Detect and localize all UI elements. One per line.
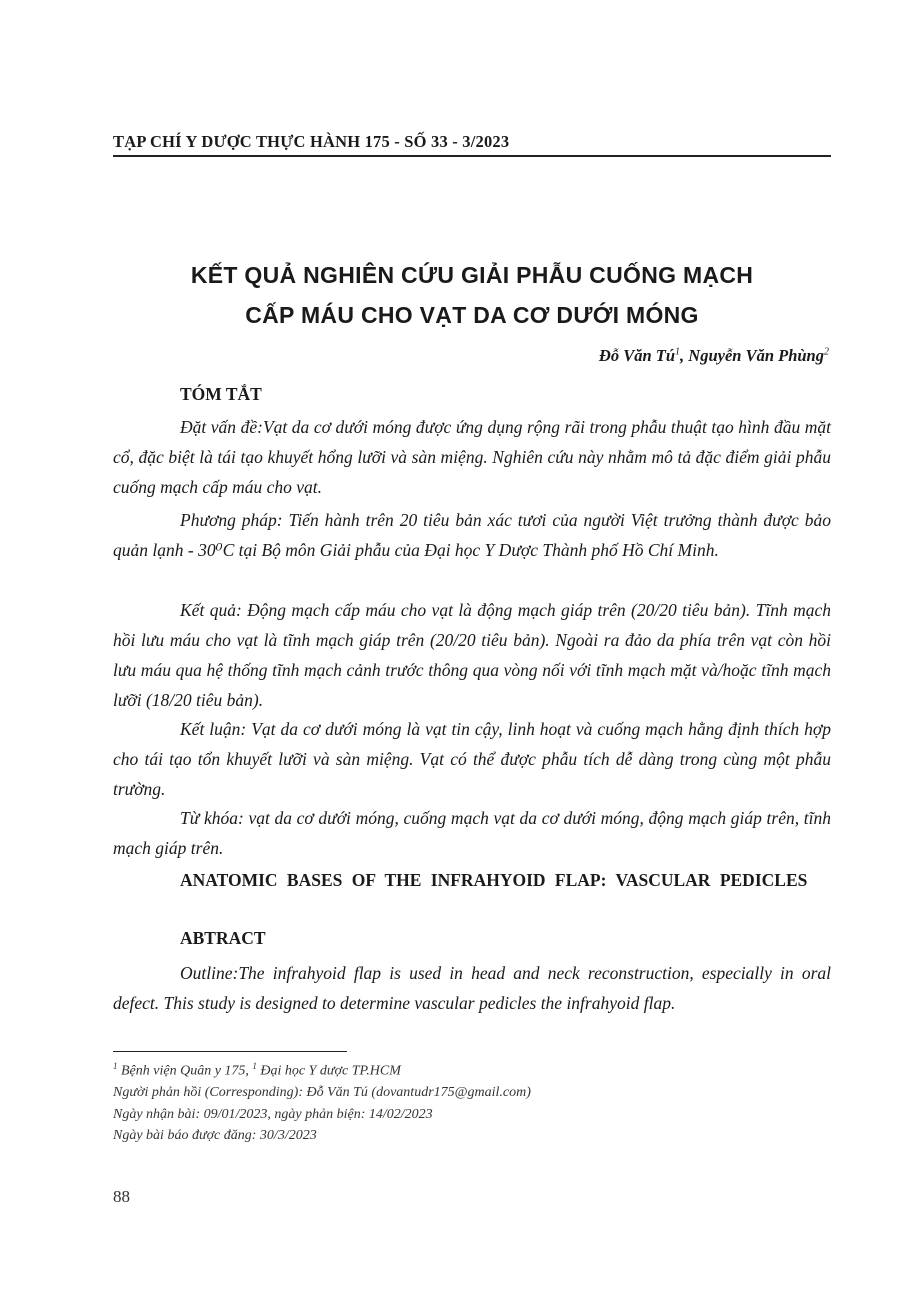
paragraph-background: Đặt vấn đề:Vạt da cơ dưới móng được ứng dụng rộng rãi trong phẫu thuật tạo hình đầu mặt cổ, đặc biệt là tái tạo khuyết hổng lưỡi và sàn miệng. Nghiên cứu này nhằm mô tả đặc điểm giải phẫu cuống mạch cấp máu cho vạt.	[113, 417, 831, 497]
paragraph-conclusion: Kết luận: Vạt da cơ dưới móng là vạt tin cậy, linh hoạt và cuống mạch hằng định thích hợp cho tái tạo tổn khuyết lưỡi và sàn miệng. Vạt có thể được phẫu tích dễ dàng trong cùng một phẫu trường.	[113, 719, 831, 799]
footnote-affiliations	[113, 1056, 531, 1082]
footnote-corresponding: Người phản hồi (Corresponding): Đỗ Văn Tú (dovantudr175@gmail.com)	[113, 1085, 531, 1101]
footnote-rule	[113, 1051, 347, 1052]
author-separator: ,	[680, 346, 689, 365]
page-number: 88	[113, 1187, 130, 1206]
abstract-paragraph: Outline:The infrahyoid flap is used in head and neck reconstruction, especially in oral defect. This study is designed to determine vascular pedicles the infrahyoid flap.	[113, 963, 831, 1013]
summary-heading: TÓM TẮT	[180, 384, 262, 404]
paragraph-keywords: Từ khóa: vạt da cơ dưới móng, cuống mạch vạt da cơ dưới móng, động mạch giáp trên, tĩnh mạch giáp trên.	[113, 808, 831, 858]
journal-header: TẠP CHÍ Y DƯỢC THỰC HÀNH 175 - SỐ 33 - 3/2023	[113, 132, 510, 151]
article-title-line-1: KẾT QUẢ NGHIÊN CỨU GIẢI PHẪU CUỐNG MẠCH	[190, 262, 754, 288]
affiliation-2: Đại học Y dược TP.HCM	[256, 1063, 401, 1079]
author-2-affiliation: 2	[824, 346, 829, 358]
affiliation-marker-2: 1	[252, 1061, 257, 1071]
footnote-dates: Ngày nhận bài: 09/01/2023, ngày phản biện: 14/02/2023	[113, 1106, 433, 1122]
author-2: Nguyễn Văn Phùng	[688, 346, 824, 365]
article-title-line-2: CẤP MÁU CHO VẠT DA CƠ DƯỚI MÓNG	[245, 302, 699, 328]
paragraph-methods: Phương pháp: Tiến hành trên 20 tiêu bản xác tươi của người Việt trưởng thành được bảo quản lạnh - 30⁰C tại Bộ môn Giải phẫu của Đại học Y Dược Thành phố Hồ Chí Minh.	[113, 510, 831, 560]
author-1: Đỗ Văn Tú	[598, 346, 676, 365]
authors	[599, 346, 829, 366]
abstract-heading: ABTRACT	[180, 928, 266, 948]
footnotes	[113, 1056, 531, 1147]
affiliation-marker-1: 1	[113, 1061, 118, 1071]
affiliation-1: Bệnh viện Quân y 175,	[117, 1063, 253, 1079]
author-1-affiliation: 1	[675, 346, 681, 358]
paragraph-results: Kết quả: Động mạch cấp máu cho vạt là động mạch giáp trên (20/20 tiêu bản). Tĩnh mạch hồi lưu máu cho vạt là tĩnh mạch giáp trên (20/20 tiêu bản). Ngoài ra đảo da phía trên vạt còn hồi lưu máu qua hệ thống tĩnh mạch cảnh trước thông qua vòng nối với tĩnh mạch mặt và/hoặc tĩnh mạch lưỡi (18/20 tiêu bản).	[113, 600, 831, 710]
header-rule	[113, 155, 831, 157]
footnote-published: Ngày bài báo được đăng: 30/3/2023	[113, 1128, 317, 1144]
english-title: ANATOMIC BASES OF THE INFRAHYOID FLAP: VASCULAR PEDICLES	[180, 870, 808, 890]
